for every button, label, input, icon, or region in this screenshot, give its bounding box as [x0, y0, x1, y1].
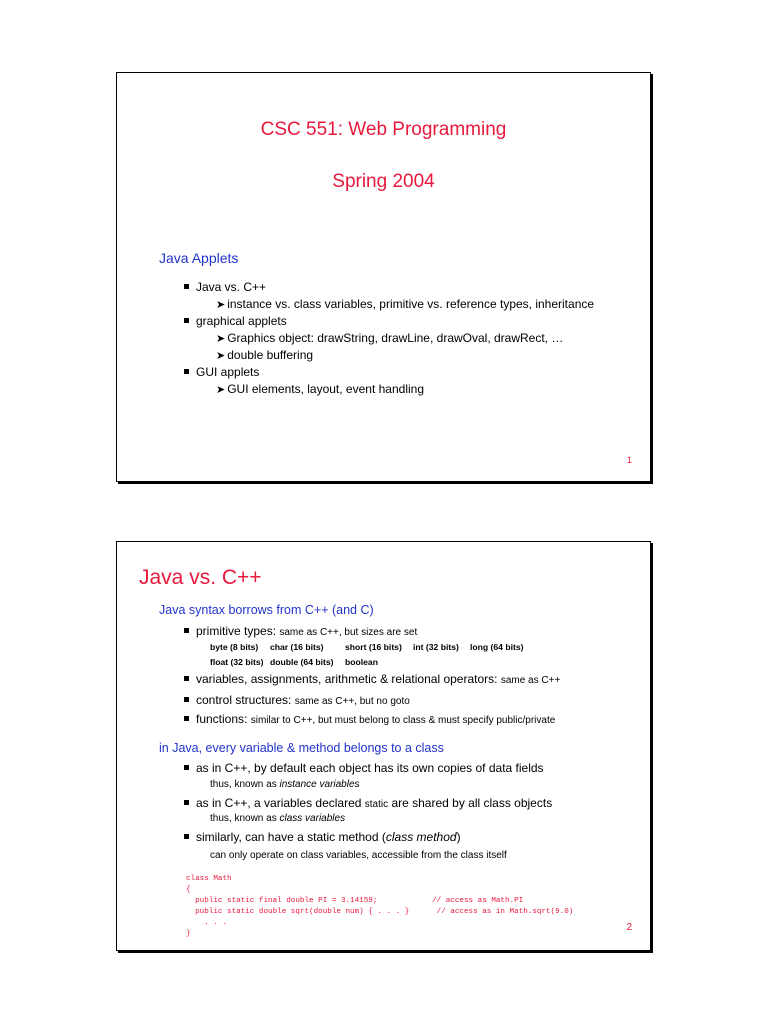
section-title: in Java, every variable & method belongs to a class — [159, 741, 444, 755]
sub-bullet-item: ➤ double buffering — [216, 348, 314, 362]
arrow-bullet-icon: ➤ — [216, 384, 226, 396]
bullet-item: as in C++, by default each object has its own copies of data fields — [184, 761, 544, 775]
arrow-bullet-icon: ➤ — [216, 350, 226, 362]
bullet-item: GUI applets — [184, 365, 259, 379]
code-line: public static double sqrt(double num) { . . . } // access as in Math.sqrt(9.0) — [186, 908, 574, 916]
type-label: long (64 bits) — [470, 642, 524, 652]
bullet-item: similarly, can have a static method (class method) — [184, 830, 461, 844]
sub-bullet-item: ➤ GUI elements, layout, event handling — [216, 382, 424, 396]
code-line: class Math — [186, 875, 232, 883]
arrow-bullet-icon: ➤ — [216, 333, 226, 345]
bullet-note: thus, known as instance variables — [210, 779, 360, 790]
page-number: 2 — [626, 922, 632, 933]
bullet-item: functions: similar to C++, but must belong to class & must specify public/private — [184, 712, 555, 726]
sub-bullet-item: ➤ instance vs. class variables, primitive vs. reference types, inheritance — [216, 297, 595, 311]
type-label: char (16 bits) — [270, 642, 324, 652]
course-term: Spring 2004 — [332, 171, 435, 192]
square-bullet-icon — [184, 676, 189, 681]
code-block — [186, 874, 573, 940]
bullet-note: thus, known as class variables — [210, 813, 346, 824]
sub-bullet-item: ➤ Graphics object: drawString, drawLine, drawOval, drawRect, … — [216, 331, 564, 345]
square-bullet-icon — [184, 697, 189, 702]
bullet-item: Java vs. C++ — [184, 280, 266, 294]
slide-1 — [116, 72, 651, 482]
type-label: boolean — [345, 657, 378, 667]
code-line: . . . — [186, 919, 228, 927]
type-label: double (64 bits) — [270, 657, 334, 667]
square-bullet-icon — [184, 369, 189, 374]
square-bullet-icon — [184, 318, 189, 323]
arrow-bullet-icon: ➤ — [216, 299, 226, 311]
square-bullet-icon — [184, 716, 189, 721]
bullet-item: control structures: same as C++, but no goto — [184, 693, 410, 707]
slide-title: Java vs. C++ — [139, 566, 262, 589]
code-line: public static final double PI = 3.14159; // access as Math.PI — [186, 897, 524, 905]
type-label: int (32 bits) — [413, 642, 459, 652]
type-label: float (32 bits) — [210, 657, 264, 667]
code-line: { — [186, 886, 191, 894]
bullet-item: as in C++, a variables declared static are shared by all class objects — [184, 796, 552, 810]
section-title: Java syntax borrows from C++ (and C) — [159, 603, 374, 617]
course-title: CSC 551: Web Programming — [260, 119, 507, 140]
square-bullet-icon — [184, 628, 189, 633]
square-bullet-icon — [184, 284, 189, 289]
section-title: Java Applets — [159, 250, 239, 266]
square-bullet-icon — [184, 834, 189, 839]
square-bullet-icon — [184, 765, 189, 770]
code-line: } — [186, 930, 191, 938]
bullet-item: primitive types: same as C++, but sizes are set — [184, 624, 417, 638]
bullet-item: variables, assignments, arithmetic & relational operators: same as C++ — [184, 672, 560, 686]
page-number: 1 — [626, 455, 632, 465]
bullet-item: graphical applets — [184, 314, 287, 328]
type-label: byte (8 bits) — [210, 642, 259, 652]
bullet-note: can only operate on class variables, accessible from the class itself — [210, 850, 507, 861]
slide-2 — [116, 541, 651, 951]
type-label: short (16 bits) — [345, 642, 402, 652]
square-bullet-icon — [184, 800, 189, 805]
